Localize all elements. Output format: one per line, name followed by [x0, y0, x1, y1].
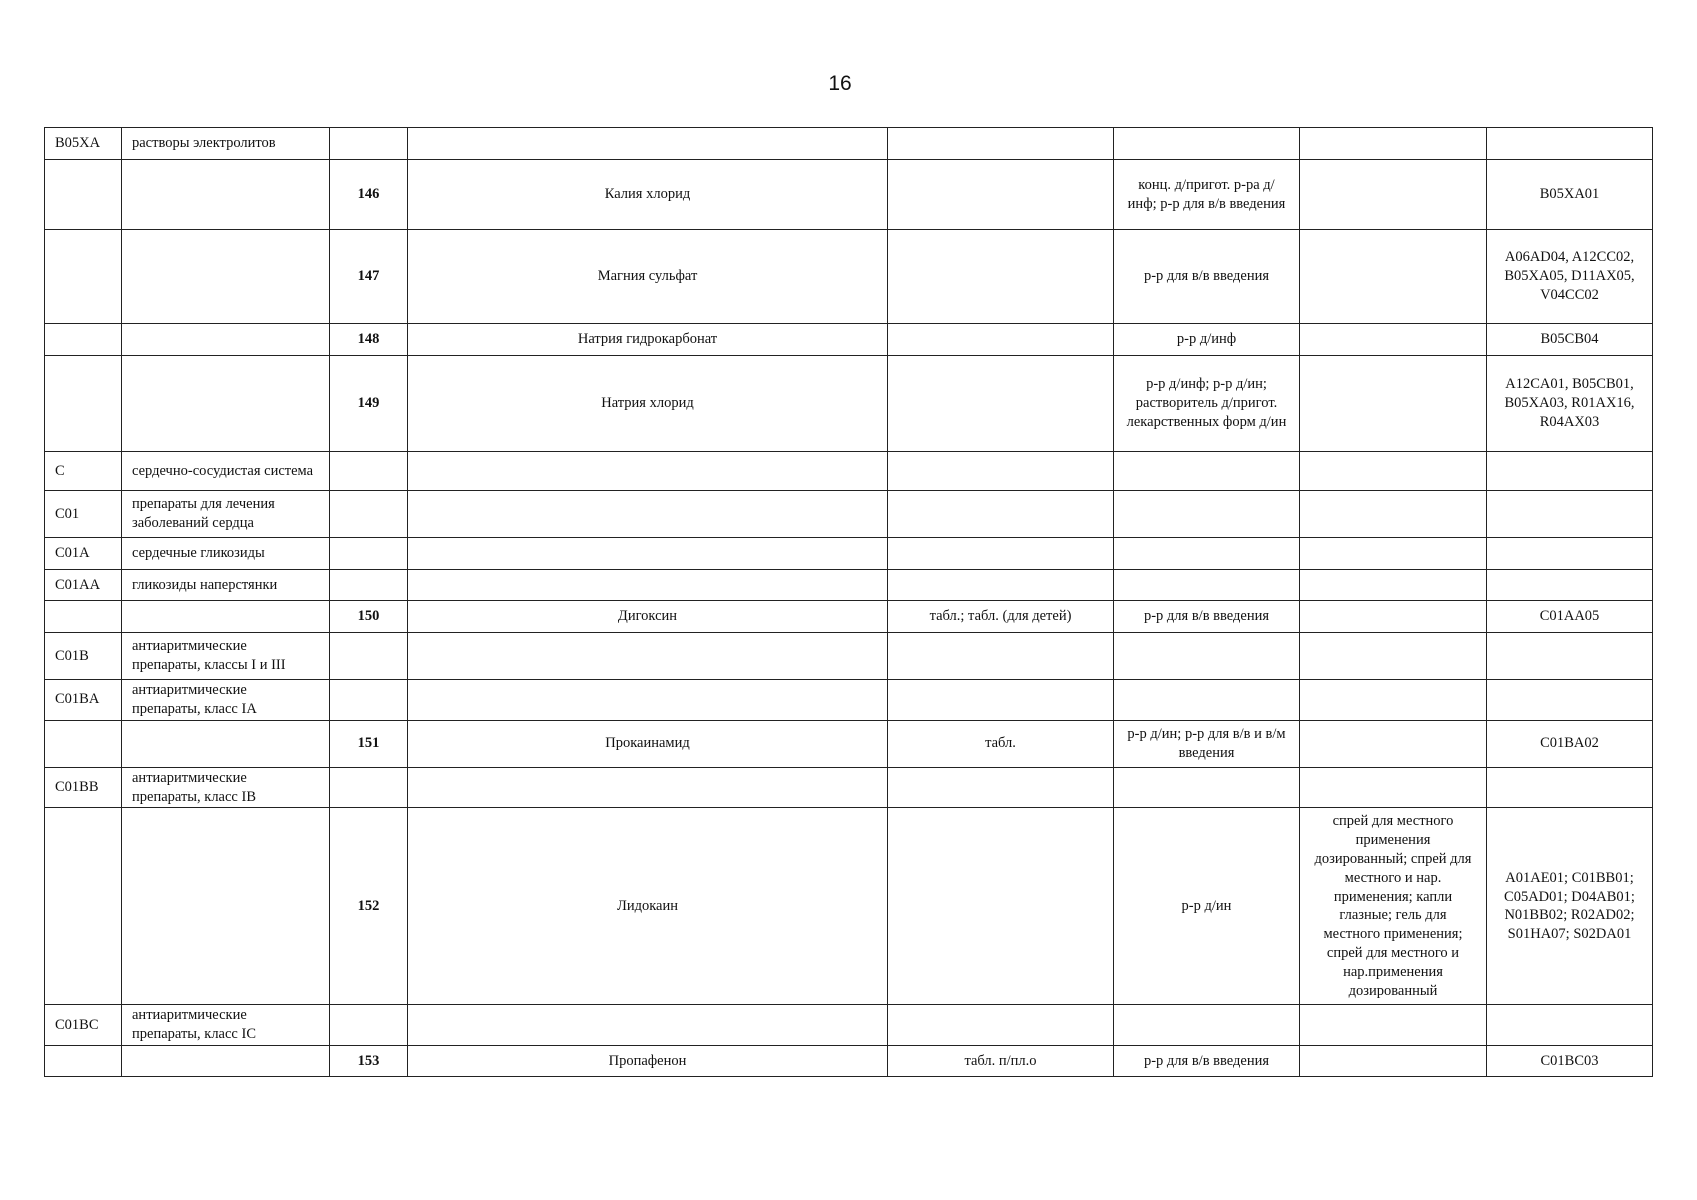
oral-form	[888, 128, 1114, 160]
atc-code	[1487, 1005, 1653, 1046]
item-number	[330, 570, 408, 601]
injection-form	[1114, 767, 1300, 808]
other-form	[1300, 1046, 1487, 1077]
page-number: 16	[828, 72, 852, 95]
drug-name: Натрия хлорид	[408, 356, 888, 452]
drug-name	[408, 491, 888, 538]
oral-form	[888, 1005, 1114, 1046]
atc-group-code: C01	[45, 491, 122, 538]
injection-form	[1114, 491, 1300, 538]
atc-group-code	[45, 720, 122, 767]
table-row	[45, 720, 1653, 767]
item-number	[330, 538, 408, 570]
atc-group-name: антиаритмические препараты, класс IC	[122, 1005, 330, 1046]
other-form	[1300, 230, 1487, 324]
atc-group-code	[45, 1046, 122, 1077]
atc-group-code: C01A	[45, 538, 122, 570]
atc-group-name	[122, 160, 330, 230]
atc-group-code: C	[45, 452, 122, 491]
table-row	[45, 128, 1653, 160]
atc-group-code: B05XA	[45, 128, 122, 160]
atc-group-name	[122, 720, 330, 767]
injection-form: р-р д/ин	[1114, 808, 1300, 1005]
atc-code	[1487, 767, 1653, 808]
item-number: 149	[330, 356, 408, 452]
table-row	[45, 767, 1653, 808]
other-form	[1300, 1005, 1487, 1046]
atc-group-name: гликозиды наперстянки	[122, 570, 330, 601]
atc-code	[1487, 538, 1653, 570]
injection-form: р-р для в/в введения	[1114, 601, 1300, 633]
atc-group-name	[122, 356, 330, 452]
injection-form	[1114, 633, 1300, 680]
table-row	[45, 324, 1653, 356]
drug-name: Прокаинамид	[408, 720, 888, 767]
atc-code: B05CB04	[1487, 324, 1653, 356]
oral-form	[888, 452, 1114, 491]
atc-code: A06AD04, A12CC02, B05XA05, D11AX05, V04CC02	[1487, 230, 1653, 324]
drug-name	[408, 633, 888, 680]
atc-code: C01BC03	[1487, 1046, 1653, 1077]
atc-group-name: антиаритмические препараты, класс IA	[122, 680, 330, 721]
injection-form: р-р для в/в введения	[1114, 230, 1300, 324]
item-number: 153	[330, 1046, 408, 1077]
atc-group-code: C01AA	[45, 570, 122, 601]
item-number: 150	[330, 601, 408, 633]
oral-form	[888, 160, 1114, 230]
other-form	[1300, 324, 1487, 356]
injection-form	[1114, 128, 1300, 160]
other-form	[1300, 128, 1487, 160]
item-number	[330, 633, 408, 680]
drug-name: Калия хлорид	[408, 160, 888, 230]
injection-form	[1114, 538, 1300, 570]
item-number: 147	[330, 230, 408, 324]
atc-group-name: препараты для лечения заболеваний сердца	[122, 491, 330, 538]
atc-group-name	[122, 808, 330, 1005]
table-row	[45, 538, 1653, 570]
other-form	[1300, 601, 1487, 633]
atc-group-code	[45, 160, 122, 230]
table-row	[45, 160, 1653, 230]
atc-group-name	[122, 601, 330, 633]
oral-form	[888, 767, 1114, 808]
atc-group-code	[45, 808, 122, 1005]
item-number: 151	[330, 720, 408, 767]
other-form	[1300, 680, 1487, 721]
oral-form	[888, 633, 1114, 680]
atc-group-name	[122, 324, 330, 356]
other-form	[1300, 720, 1487, 767]
atc-code: A01AE01; C01BB01; C05AD01; D04AB01; N01BB02; R02AD02; S01HA07; S02DA01	[1487, 808, 1653, 1005]
atc-group-code	[45, 230, 122, 324]
injection-form	[1114, 1005, 1300, 1046]
table-row	[45, 601, 1653, 633]
table-row	[45, 570, 1653, 601]
atc-code: C01AA05	[1487, 601, 1653, 633]
item-number	[330, 767, 408, 808]
other-form	[1300, 160, 1487, 230]
other-form	[1300, 491, 1487, 538]
atc-group-code: C01BB	[45, 767, 122, 808]
oral-form	[888, 680, 1114, 721]
atc-code: A12CA01, B05CB01, B05XA03, R01AX16, R04AX03	[1487, 356, 1653, 452]
table-row	[45, 680, 1653, 721]
injection-form: конц. д/пригот. р-ра д/инф; р-р для в/в введения	[1114, 160, 1300, 230]
atc-group-code: C01BC	[45, 1005, 122, 1046]
oral-form	[888, 324, 1114, 356]
other-form	[1300, 767, 1487, 808]
item-number	[330, 128, 408, 160]
atc-code: C01BA02	[1487, 720, 1653, 767]
drug-name	[408, 538, 888, 570]
table-row	[45, 1005, 1653, 1046]
drug-name: Дигоксин	[408, 601, 888, 633]
atc-code: B05XA01	[1487, 160, 1653, 230]
table-row	[45, 633, 1653, 680]
drug-name	[408, 680, 888, 721]
drug-name	[408, 128, 888, 160]
oral-form	[888, 356, 1114, 452]
item-number	[330, 491, 408, 538]
oral-form	[888, 808, 1114, 1005]
atc-code	[1487, 680, 1653, 721]
atc-group-name: сердечные гликозиды	[122, 538, 330, 570]
table-row	[45, 1046, 1653, 1077]
atc-group-name: антиаритмические препараты, классы I и III	[122, 633, 330, 680]
drug-name: Лидокаин	[408, 808, 888, 1005]
atc-group-code: C01BA	[45, 680, 122, 721]
oral-form	[888, 491, 1114, 538]
drug-name: Натрия гидрокарбонат	[408, 324, 888, 356]
injection-form: р-р для в/в введения	[1114, 1046, 1300, 1077]
drug-name	[408, 570, 888, 601]
atc-group-name: растворы электролитов	[122, 128, 330, 160]
atc-group-name	[122, 230, 330, 324]
oral-form: табл. п/пл.о	[888, 1046, 1114, 1077]
oral-form	[888, 538, 1114, 570]
drug-name	[408, 767, 888, 808]
item-number: 152	[330, 808, 408, 1005]
atc-group-code	[45, 324, 122, 356]
item-number	[330, 452, 408, 491]
other-form: спрей для местного применения дозированный; спрей для местного и нар. применения; капли глазные; гель для местного применения; спрей для местного и нар.применения дозированный	[1300, 808, 1487, 1005]
item-number	[330, 1005, 408, 1046]
injection-form: р-р д/ин; р-р для в/в и в/м введения	[1114, 720, 1300, 767]
atc-group-code: C01B	[45, 633, 122, 680]
atc-group-name: сердечно-сосудистая система	[122, 452, 330, 491]
atc-code	[1487, 452, 1653, 491]
item-number: 146	[330, 160, 408, 230]
injection-form	[1114, 452, 1300, 491]
table-row	[45, 230, 1653, 324]
oral-form: табл.; табл. (для детей)	[888, 601, 1114, 633]
atc-code	[1487, 491, 1653, 538]
drug-list-table	[44, 127, 1653, 1077]
other-form	[1300, 538, 1487, 570]
other-form	[1300, 356, 1487, 452]
drug-name: Магния сульфат	[408, 230, 888, 324]
other-form	[1300, 452, 1487, 491]
atc-code	[1487, 633, 1653, 680]
atc-group-name: антиаритмические препараты, класс IB	[122, 767, 330, 808]
item-number: 148	[330, 324, 408, 356]
injection-form	[1114, 570, 1300, 601]
atc-group-code	[45, 601, 122, 633]
drug-name: Пропафенон	[408, 1046, 888, 1077]
table-row	[45, 808, 1653, 1005]
table-body	[45, 128, 1653, 1077]
atc-group-name	[122, 1046, 330, 1077]
oral-form: табл.	[888, 720, 1114, 767]
other-form	[1300, 633, 1487, 680]
oral-form	[888, 230, 1114, 324]
injection-form: р-р д/инф	[1114, 324, 1300, 356]
table-row	[45, 452, 1653, 491]
atc-code	[1487, 128, 1653, 160]
other-form	[1300, 570, 1487, 601]
atc-code	[1487, 570, 1653, 601]
drug-name	[408, 452, 888, 491]
atc-group-code	[45, 356, 122, 452]
injection-form: р-р д/инф; р-р д/ин; растворитель д/пригот. лекарственных форм д/ин	[1114, 356, 1300, 452]
table-row	[45, 491, 1653, 538]
injection-form	[1114, 680, 1300, 721]
drug-name	[408, 1005, 888, 1046]
table-row	[45, 356, 1653, 452]
item-number	[330, 680, 408, 721]
oral-form	[888, 570, 1114, 601]
